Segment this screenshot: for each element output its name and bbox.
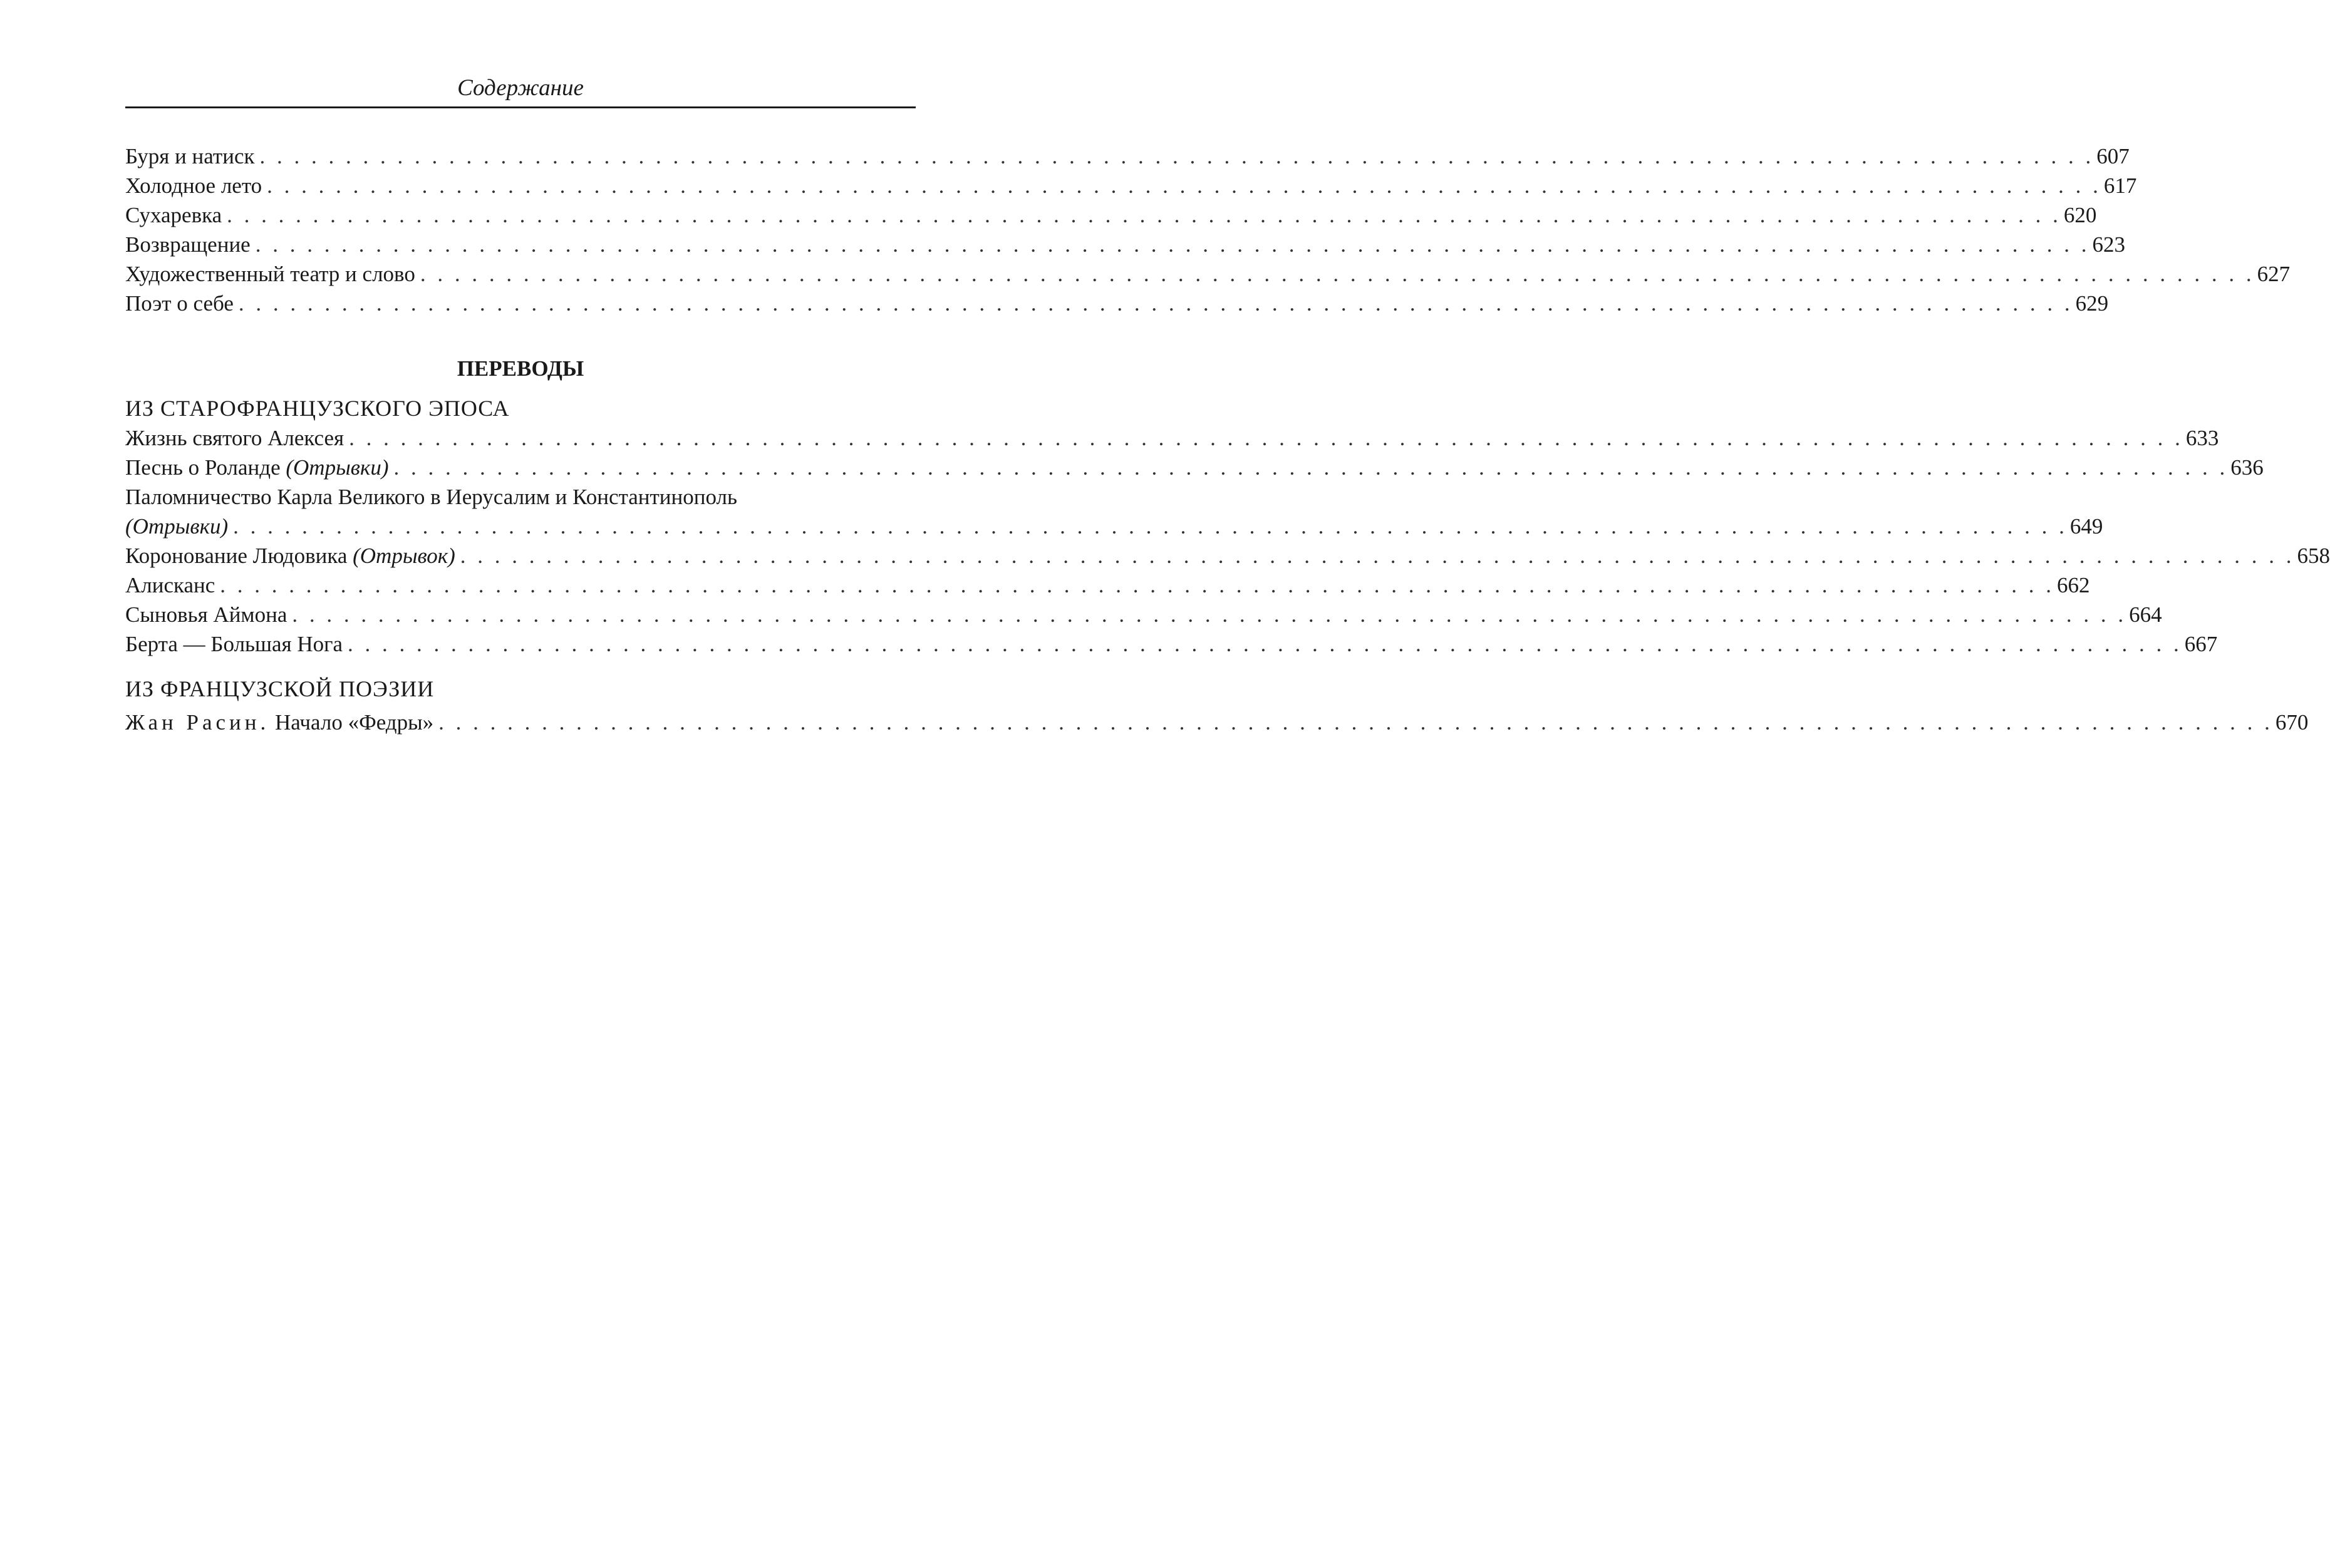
header-rule: [125, 106, 916, 108]
entry-note: (Отрывки): [286, 455, 389, 480]
group-heading: ИЗ СТАРОФРАНЦУЗСКОГО ЭПОСА: [125, 396, 510, 421]
toc-entry: [125, 259, 2291, 289]
toc-entry: [125, 453, 2264, 482]
toc-entry: [125, 541, 2330, 570]
entry-title: Художественный театр и слово: [125, 262, 415, 286]
page-number: 623: [2092, 232, 2125, 257]
entry-title: Сыновья Аймона: [125, 602, 287, 627]
entry-title: Алисканс: [125, 573, 215, 597]
dot-leader: . . . . . . . . . . . . . . . . . . . . . . . . . . . . . . . . . . . . . . . . . . . . . . . . . . . . . . . . . . . . . . . . . . . . . . . . . . . . . . . . . . . . . . . . . . . . . . . . . . . . . . . . . . .: [259, 144, 2094, 168]
entry-title: Холодное лето: [125, 173, 262, 198]
section-heading: ПЕРЕВОДЫ: [457, 356, 584, 381]
entry-title-text: Коронование Людовика: [125, 544, 348, 568]
entry-title: Возвращение: [125, 232, 251, 257]
entry-author: Жан Расин.: [125, 710, 270, 735]
group-heading: ИЗ ФРАНЦУЗСКОЙ ПОЭЗИИ: [125, 676, 435, 701]
entry-title: [125, 708, 433, 737]
toc-entry: [125, 142, 2130, 171]
dot-leader: . . . . . . . . . . . . . . . . . . . . . . . . . . . . . . . . . . . . . . . . . . . . . . . . . . . . . . . . . . . . . . . . . . . . . . . . . . . . . . . . . . . . . . . . . . . . . . . . . . . . . . . . . . .: [255, 232, 2090, 257]
dot-leader: . . . . . . . . . . . . . . . . . . . . . . . . . . . . . . . . . . . . . . . . . . . . . . . . . . . . . . . . . . . . . . . . . . . . . . . . . . . . . . . . . . . . . . . . . . . . . . . . . . . . . . . . . . .: [220, 573, 2055, 597]
toc-entry: [125, 423, 2219, 453]
page-number: 627: [2257, 262, 2291, 286]
page-number: 667: [2184, 632, 2218, 656]
dot-leader: . . . . . . . . . . . . . . . . . . . . . . . . . . . . . . . . . . . . . . . . . . . . . . . . . . . . . . . . . . . . . . . . . . . . . . . . . . . . . . . . . . . . . . . . . . . . . . . . . . . . . . . . . . .: [292, 602, 2127, 627]
entry-title-text: Песнь о Роланде: [125, 455, 281, 480]
toc-entry: [125, 600, 2162, 629]
entry-title: Жизнь святого Алексея: [125, 426, 344, 450]
page-number: 649: [2069, 514, 2103, 539]
toc-entry: [125, 512, 2103, 541]
dot-leader: . . . . . . . . . . . . . . . . . . . . . . . . . . . . . . . . . . . . . . . . . . . . . . . . . . . . . . . . . . . . . . . . . . . . . . . . . . . . . . . . . . . . . . . . . . . . . . . . . . . . . . . . . . .: [233, 514, 2068, 539]
entry-title-line: Паломничество Карла Великого в Иерусалим и Константинополь: [125, 485, 737, 509]
page-number: 662: [2057, 573, 2090, 597]
dot-leader: . . . . . . . . . . . . . . . . . . . . . . . . . . . . . . . . . . . . . . . . . . . . . . . . . . . . . . . . . . . . . . . . . . . . . . . . . . . . . . . . . . . . . . . . . . . . . . . . . . . . . . . . . . .: [438, 710, 2273, 735]
toc-entry: [125, 200, 2097, 230]
toc-entry: [125, 171, 2137, 200]
page-number: 607: [2096, 144, 2130, 168]
page-number: 620: [2063, 203, 2097, 227]
toc-entry: [125, 289, 2109, 318]
entry-title: Поэт о себе: [125, 291, 234, 316]
dot-leader: . . . . . . . . . . . . . . . . . . . . . . . . . . . . . . . . . . . . . . . . . . . . . . . . . . . . . . . . . . . . . . . . . . . . . . . . . . . . . . . . . . . . . . . . . . . . . . . . . . . . . . . . . . .: [420, 262, 2255, 286]
entry-title: [125, 541, 455, 570]
table-of-contents: [125, 142, 2330, 737]
dot-leader: . . . . . . . . . . . . . . . . . . . . . . . . . . . . . . . . . . . . . . . . . . . . . . . . . . . . . . . . . . . . . . . . . . . . . . . . . . . . . . . . . . . . . . . . . . . . . . . . . . . . . . . . . . .: [238, 291, 2073, 316]
entry-title: [125, 453, 389, 482]
toc-entry: [125, 230, 2125, 259]
dot-leader: . . . . . . . . . . . . . . . . . . . . . . . . . . . . . . . . . . . . . . . . . . . . . . . . . . . . . . . . . . . . . . . . . . . . . . . . . . . . . . . . . . . . . . . . . . . . . . . . . . . . . . . . . . .: [349, 426, 2183, 450]
entry-title: Сухаревка: [125, 203, 222, 227]
dot-leader: . . . . . . . . . . . . . . . . . . . . . . . . . . . . . . . . . . . . . . . . . . . . . . . . . . . . . . . . . . . . . . . . . . . . . . . . . . . . . . . . . . . . . . . . . . . . . . . . . . . . . . . . . . .: [267, 173, 2101, 198]
dot-leader: . . . . . . . . . . . . . . . . . . . . . . . . . . . . . . . . . . . . . . . . . . . . . . . . . . . . . . . . . . . . . . . . . . . . . . . . . . . . . . . . . . . . . . . . . . . . . . . . . . . . . . . . . . .: [393, 455, 2229, 480]
page-number: 636: [2230, 455, 2264, 480]
page-number: 633: [2185, 426, 2219, 450]
entry-title: Буря и натиск: [125, 144, 255, 168]
toc-entry: [125, 708, 2309, 737]
dot-leader: . . . . . . . . . . . . . . . . . . . . . . . . . . . . . . . . . . . . . . . . . . . . . . . . . . . . . . . . . . . . . . . . . . . . . . . . . . . . . . . . . . . . . . . . . . . . . . . . . . . . . . . . . . .: [460, 544, 2295, 568]
dot-leader: . . . . . . . . . . . . . . . . . . . . . . . . . . . . . . . . . . . . . . . . . . . . . . . . . . . . . . . . . . . . . . . . . . . . . . . . . . . . . . . . . . . . . . . . . . . . . . . . . . . . . . . . . . .: [227, 203, 2061, 227]
page-number: 617: [2103, 173, 2137, 198]
page-number: 658: [2297, 544, 2330, 568]
dot-leader: . . . . . . . . . . . . . . . . . . . . . . . . . . . . . . . . . . . . . . . . . . . . . . . . . . . . . . . . . . . . . . . . . . . . . . . . . . . . . . . . . . . . . . . . . . . . . . . . . . . . . . . . . . .: [348, 632, 2182, 656]
running-head: Содержание: [457, 75, 584, 101]
toc-entry: [125, 629, 2218, 659]
page-number: 664: [2129, 602, 2162, 627]
entry-title-text: Начало «Федры»: [275, 710, 434, 735]
entry-title: Берта — Большая Нога: [125, 632, 343, 656]
page-number: 670: [2275, 710, 2309, 735]
entry-note: (Отрывок): [353, 544, 455, 568]
entry-note: (Отрывки): [125, 514, 229, 539]
toc-entry: [125, 570, 2090, 600]
page-number: 629: [2075, 291, 2109, 316]
